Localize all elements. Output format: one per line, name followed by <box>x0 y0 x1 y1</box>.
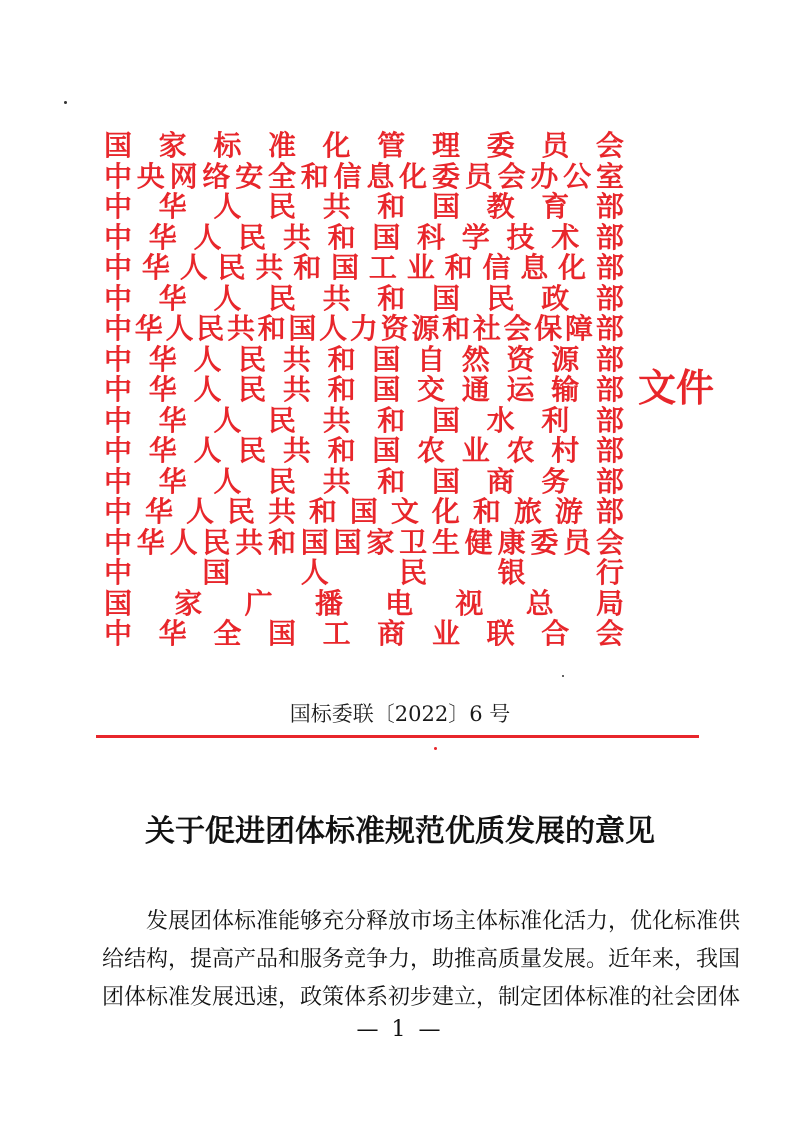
issuer-char: 共 <box>322 190 351 224</box>
issuer-char: 室 <box>595 159 624 193</box>
issuer-char: 化 <box>431 495 460 529</box>
issuer-char: 国 <box>372 342 401 376</box>
issuer-char: 农 <box>506 434 535 468</box>
issuer-char: 行 <box>595 556 624 590</box>
issuer-char: 化 <box>399 159 428 193</box>
red-divider-line <box>96 735 699 738</box>
issuer-char: 中 <box>104 312 133 346</box>
issuer-char: 华 <box>148 434 177 468</box>
issuer-char: 华 <box>148 220 177 254</box>
scan-speck <box>64 101 67 104</box>
issuer-char: 广 <box>244 586 273 620</box>
body-line: 给结构，提高产品和服务竞争力，助推高质量发展。近年来，我国 <box>102 947 741 972</box>
issuer-char: 和 <box>377 403 406 437</box>
issuer-char: 国 <box>431 190 460 224</box>
issuer-char: 障 <box>565 312 594 346</box>
issuer-char: 共 <box>226 312 255 346</box>
issuer-char: 国 <box>331 251 360 285</box>
issuer-line <box>104 586 624 620</box>
issuer-char: 部 <box>595 251 624 285</box>
red-mark <box>434 747 437 750</box>
issuer-char: 人 <box>213 190 242 224</box>
issuer-char: 信 <box>482 251 511 285</box>
issuer-char: 络 <box>202 159 231 193</box>
issuer-line <box>104 253 624 284</box>
issuer-line <box>104 464 624 498</box>
issuer-char: 息 <box>520 251 549 285</box>
issuer-char: 华 <box>158 403 187 437</box>
issuer-char: 国 <box>372 220 401 254</box>
issuer-char: 电 <box>385 586 414 620</box>
issuer-char: 自 <box>417 342 446 376</box>
issuer-char: 管 <box>377 129 406 163</box>
issuer-char: 和 <box>377 281 406 315</box>
issuer-char: 国 <box>333 525 362 559</box>
issuer-line <box>104 192 624 223</box>
issuer-char: 国 <box>288 312 317 346</box>
issuer-char: 局 <box>595 586 624 620</box>
issuer-char: 人 <box>193 434 222 468</box>
issuer-char: 信 <box>333 159 362 193</box>
issuer-char: 会 <box>595 525 624 559</box>
issuer-char: 文 <box>390 495 419 529</box>
issuer-char: 中 <box>104 556 133 590</box>
body-line: 团体标准发展迅速，政策体系初步建立，制定团体标准的社会团体 <box>102 985 741 1010</box>
issuer-char: 国 <box>300 525 329 559</box>
issuer-char: 共 <box>322 464 351 498</box>
issuer-char: 民 <box>267 464 296 498</box>
issuer-char: 部 <box>595 220 624 254</box>
issuer-char: 共 <box>235 525 264 559</box>
issuer-char: 民 <box>267 281 296 315</box>
issuer-line <box>104 525 624 559</box>
issuer-char: 人 <box>213 281 242 315</box>
issuer-char: 部 <box>595 312 624 346</box>
issuer-char: 员 <box>563 525 592 559</box>
issuer-char: 和 <box>444 251 473 285</box>
issuer-char: 中 <box>104 220 133 254</box>
issuer-char: 安 <box>235 159 264 193</box>
issuer-char: 业 <box>406 251 435 285</box>
issuer-char: 委 <box>530 525 559 559</box>
scan-speck <box>562 675 564 677</box>
issuer-char: 华 <box>136 525 165 559</box>
issuer-char: 和 <box>472 495 501 529</box>
issuer-char: 总 <box>525 586 554 620</box>
issuer-char: 中 <box>104 159 133 193</box>
issuer-char: 然 <box>461 342 490 376</box>
issuer-line <box>104 619 624 650</box>
issuer-char: 业 <box>431 617 460 651</box>
file-suffix: 文件 <box>638 366 715 410</box>
issuer-char: 部 <box>595 495 624 529</box>
issuer-char: 办 <box>530 159 559 193</box>
issuer-char: 华 <box>158 190 187 224</box>
issuer-char: 人 <box>213 403 242 437</box>
issuer-char: 和 <box>327 220 356 254</box>
issuer-char: 员 <box>464 159 493 193</box>
issuer-char: 村 <box>551 434 580 468</box>
issuer-line <box>104 497 624 528</box>
issuer-char: 委 <box>486 129 515 163</box>
issuer-char: 会 <box>503 312 532 346</box>
issuer-char: 家 <box>366 525 395 559</box>
issuer-char: 委 <box>431 159 460 193</box>
issuer-char: 央 <box>136 159 165 193</box>
issuer-char: 游 <box>554 495 583 529</box>
issuer-char: 人 <box>179 251 208 285</box>
issuer-char: 民 <box>238 373 267 407</box>
issuer-line <box>104 342 624 376</box>
document-number: 国标委联〔2022〕6 号 <box>289 702 511 726</box>
issuer-char: 共 <box>282 342 311 376</box>
issuer-char: 共 <box>255 251 284 285</box>
document-title: 关于促进团体标准规范优质发展的意见 <box>145 814 655 849</box>
issuer-char: 和 <box>442 312 471 346</box>
issuer-char: 水 <box>486 403 515 437</box>
issuer-char: 输 <box>551 373 580 407</box>
issuer-char: 共 <box>282 220 311 254</box>
issuer-char: 中 <box>104 525 133 559</box>
issuer-char: 民 <box>399 556 428 590</box>
issuer-char: 民 <box>267 190 296 224</box>
issuer-char: 家 <box>158 129 187 163</box>
issuer-char: 技 <box>506 220 535 254</box>
issuer-char: 标 <box>213 129 242 163</box>
issuer-char: 中 <box>104 495 133 529</box>
issuer-char: 民 <box>238 434 267 468</box>
issuer-char: 华 <box>134 312 163 346</box>
issuer-char: 国 <box>104 129 133 163</box>
issuer-char: 联 <box>486 617 515 651</box>
issuer-char: 利 <box>541 403 570 437</box>
issuer-char: 国 <box>431 403 460 437</box>
issuer-line <box>104 314 624 345</box>
issuer-char: 和 <box>327 434 356 468</box>
issuer-char: 人 <box>300 556 329 590</box>
issuer-char: 人 <box>213 464 242 498</box>
issuer-char: 商 <box>486 464 515 498</box>
issuer-char: 人 <box>319 312 348 346</box>
issuer-char: 人 <box>193 220 222 254</box>
issuer-char: 学 <box>461 220 490 254</box>
issuer-char: 民 <box>238 220 267 254</box>
body-paragraph <box>102 903 741 1017</box>
issuer-char: 康 <box>497 525 526 559</box>
issuer-char: 华 <box>158 464 187 498</box>
issuer-char: 共 <box>282 373 311 407</box>
issuer-char: 网 <box>169 159 198 193</box>
issuer-char: 中 <box>104 403 133 437</box>
issuer-char: 务 <box>541 464 570 498</box>
issuer-line <box>104 281 624 315</box>
issuer-char: 民 <box>267 403 296 437</box>
issuer-char: 育 <box>541 190 570 224</box>
issuer-line <box>104 558 624 589</box>
issuer-char: 国 <box>372 373 401 407</box>
issuer-char: 和 <box>257 312 286 346</box>
issuer-char: 社 <box>472 312 501 346</box>
issuer-char: 华 <box>141 251 170 285</box>
issuer-char: 部 <box>595 434 624 468</box>
issuer-char: 民 <box>226 495 255 529</box>
issuer-char: 国 <box>372 434 401 468</box>
issuer-char: 国 <box>431 464 460 498</box>
issuer-char: 部 <box>595 342 624 376</box>
issuer-char: 中 <box>104 617 133 651</box>
issuer-char: 部 <box>595 464 624 498</box>
issuer-char: 银 <box>497 556 526 590</box>
issuer-char: 会 <box>497 159 526 193</box>
issuer-char: 华 <box>158 617 187 651</box>
issuer-char: 和 <box>300 159 329 193</box>
issuer-char: 工 <box>322 617 351 651</box>
issuer-char: 息 <box>366 159 395 193</box>
issuer-char: 播 <box>314 586 343 620</box>
issuer-char: 公 <box>563 159 592 193</box>
issuer-char: 部 <box>595 281 624 315</box>
issuer-line <box>104 436 624 467</box>
issuer-char: 部 <box>595 190 624 224</box>
issuer-char: 化 <box>558 251 587 285</box>
issuer-char: 化 <box>322 129 351 163</box>
issuer-char: 中 <box>104 251 133 285</box>
issuer-char: 共 <box>282 434 311 468</box>
issuer-char: 力 <box>349 312 378 346</box>
issuer-char: 全 <box>213 617 242 651</box>
issuer-char: 通 <box>461 373 490 407</box>
issuer-char: 资 <box>506 342 535 376</box>
issuer-char: 交 <box>417 373 446 407</box>
issuer-char: 会 <box>595 617 624 651</box>
issuer-char: 人 <box>185 495 214 529</box>
issuer-char: 共 <box>322 403 351 437</box>
issuer-char: 共 <box>322 281 351 315</box>
issuer-char: 农 <box>417 434 446 468</box>
issuer-char: 运 <box>506 373 535 407</box>
issuer-char: 人 <box>193 373 222 407</box>
issuer-char: 旅 <box>513 495 542 529</box>
issuer-char: 华 <box>158 281 187 315</box>
issuer-line <box>104 159 624 193</box>
issuer-char: 中 <box>104 190 133 224</box>
issuer-char: 国 <box>202 556 231 590</box>
issuing-authorities <box>104 131 624 650</box>
issuer-char: 国 <box>267 617 296 651</box>
issuer-char: 中 <box>104 281 133 315</box>
issuer-line <box>104 403 624 437</box>
issuer-char: 和 <box>327 373 356 407</box>
issuer-char: 中 <box>104 342 133 376</box>
issuer-char: 人 <box>165 312 194 346</box>
issuer-char: 员 <box>541 129 570 163</box>
issuer-char: 生 <box>431 525 460 559</box>
issuer-char: 资 <box>380 312 409 346</box>
issuer-char: 教 <box>486 190 515 224</box>
issuer-char: 民 <box>196 312 225 346</box>
issuer-char: 工 <box>368 251 397 285</box>
issuer-char: 理 <box>431 129 460 163</box>
issuer-char: 和 <box>308 495 337 529</box>
body-line: 发展团体标准能够充分释放市场主体标准化活力，优化标准供 <box>146 909 741 934</box>
issuer-char: 商 <box>377 617 406 651</box>
issuer-char: 健 <box>464 525 493 559</box>
issuer-char: 和 <box>293 251 322 285</box>
issuer-char: 和 <box>327 342 356 376</box>
page-number: — 1 — <box>356 1017 444 1042</box>
issuer-char: 视 <box>455 586 484 620</box>
issuer-char: 和 <box>377 464 406 498</box>
issuer-char: 人 <box>169 525 198 559</box>
issuer-char: 民 <box>217 251 246 285</box>
issuer-line <box>104 131 624 162</box>
issuer-char: 部 <box>595 373 624 407</box>
issuer-char: 保 <box>534 312 563 346</box>
issuer-char: 中 <box>104 464 133 498</box>
issuer-char: 国 <box>431 281 460 315</box>
issuer-char: 科 <box>417 220 446 254</box>
issuer-char: 业 <box>461 434 490 468</box>
issuer-char: 民 <box>486 281 515 315</box>
issuer-line <box>104 375 624 406</box>
issuer-char: 卫 <box>399 525 428 559</box>
issuer-char: 人 <box>193 342 222 376</box>
issuer-char: 部 <box>595 403 624 437</box>
issuer-char: 家 <box>174 586 203 620</box>
issuer-char: 会 <box>595 129 624 163</box>
issuer-char: 华 <box>148 342 177 376</box>
issuer-char: 源 <box>411 312 440 346</box>
issuer-char: 国 <box>349 495 378 529</box>
issuer-char: 准 <box>267 129 296 163</box>
issuer-char: 源 <box>551 342 580 376</box>
issuer-line <box>104 220 624 254</box>
issuer-char: 民 <box>238 342 267 376</box>
issuer-char: 全 <box>267 159 296 193</box>
issuer-char: 民 <box>202 525 231 559</box>
issuer-char: 华 <box>148 373 177 407</box>
issuer-char: 政 <box>541 281 570 315</box>
issuer-char: 国 <box>104 586 133 620</box>
issuer-char: 华 <box>144 495 173 529</box>
issuer-char: 中 <box>104 373 133 407</box>
issuer-char: 和 <box>267 525 296 559</box>
issuer-char: 共 <box>267 495 296 529</box>
issuer-char: 中 <box>104 434 133 468</box>
issuer-char: 术 <box>551 220 580 254</box>
issuer-char: 合 <box>541 617 570 651</box>
issuer-char: 和 <box>377 190 406 224</box>
